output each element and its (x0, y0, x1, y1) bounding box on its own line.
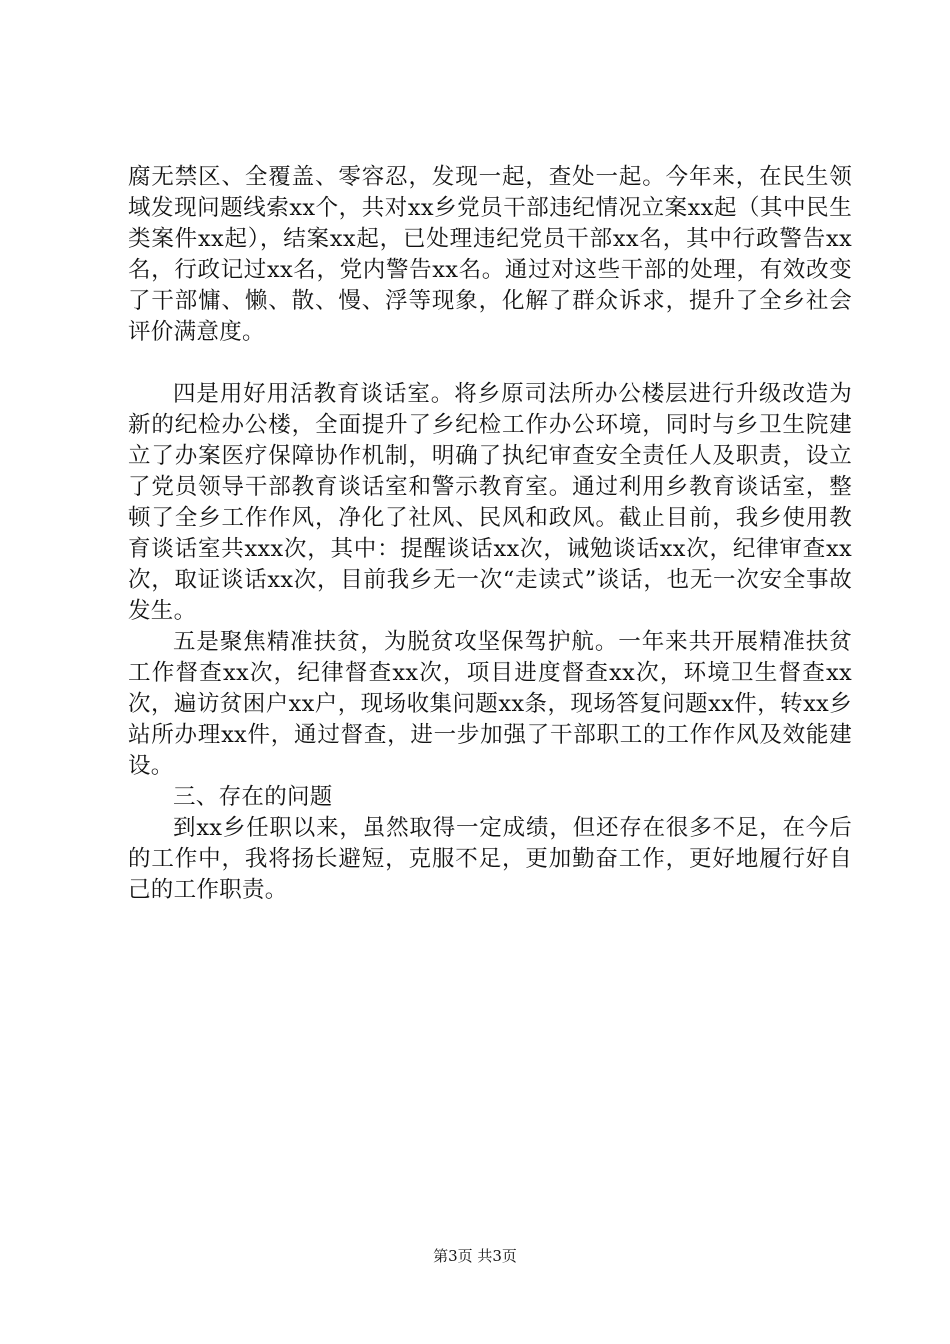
document-body (128, 162, 852, 906)
page-footer: 第3页 共3页 (433, 1247, 517, 1265)
section-heading-problems: 三、存在的问题 (173, 784, 333, 810)
paragraph-education-room: 四是用好用活教育谈话室。将乡原司法所办公楼层进行升级改造为新的纪检办公楼，全面提升了乡纪检工作办公环境，同时与乡卫生院建立了办案医疗保障协作机制，明确了执纪审查安全责任人及职责，设立了党员领导干部教育谈话室和警示教育室。通过利用乡教育谈话室，整顿了全乡工作作风，净化了社风、民风和政风。截止目前，我乡使用教育谈话室共xxx次，其中：提醒谈话xx次，诫勉谈话xx次，纪律审查xx次，取证谈话xx次，目前我乡无一次“走读式”谈话，也无一次安全事故发生。 (128, 381, 852, 624)
paragraph-poverty-alleviation: 五是聚焦精准扶贫，为脱贫攻坚保驾护航。一年来共开展精准扶贫工作督查xx次，纪律督查xx次，项目进度督查xx次，环境卫生督查xx次，遍访贫困户xx户，现场收集问题xx条，现场答复问题xx件，转xx乡站所办理xx件，通过督查，进一步加强了干部职工的工作作风及效能建设。 (128, 629, 852, 779)
paragraph-problems: 到xx乡任职以来，虽然取得一定成绩，但还存在很多不足，在今后的工作中，我将扬长避短，克服不足，更加勤奋工作，更好地履行好自己的工作职责。 (128, 815, 852, 903)
paragraph-continuation: 腐无禁区、全覆盖、零容忍，发现一起，查处一起。今年来，在民生领域发现问题线索xx个，共对xx乡党员干部违纪情况立案xx起（其中民生类案件xx起），结案xx起，已处理违纪党员干部xx名，其中行政警告xx名，行政记过xx名，党内警告xx名。通过对这些干部的处理，有效改变了干部慵、懒、散、慢、浮等现象，化解了群众诉求，提升了全乡社会评价满意度。 (128, 164, 852, 345)
